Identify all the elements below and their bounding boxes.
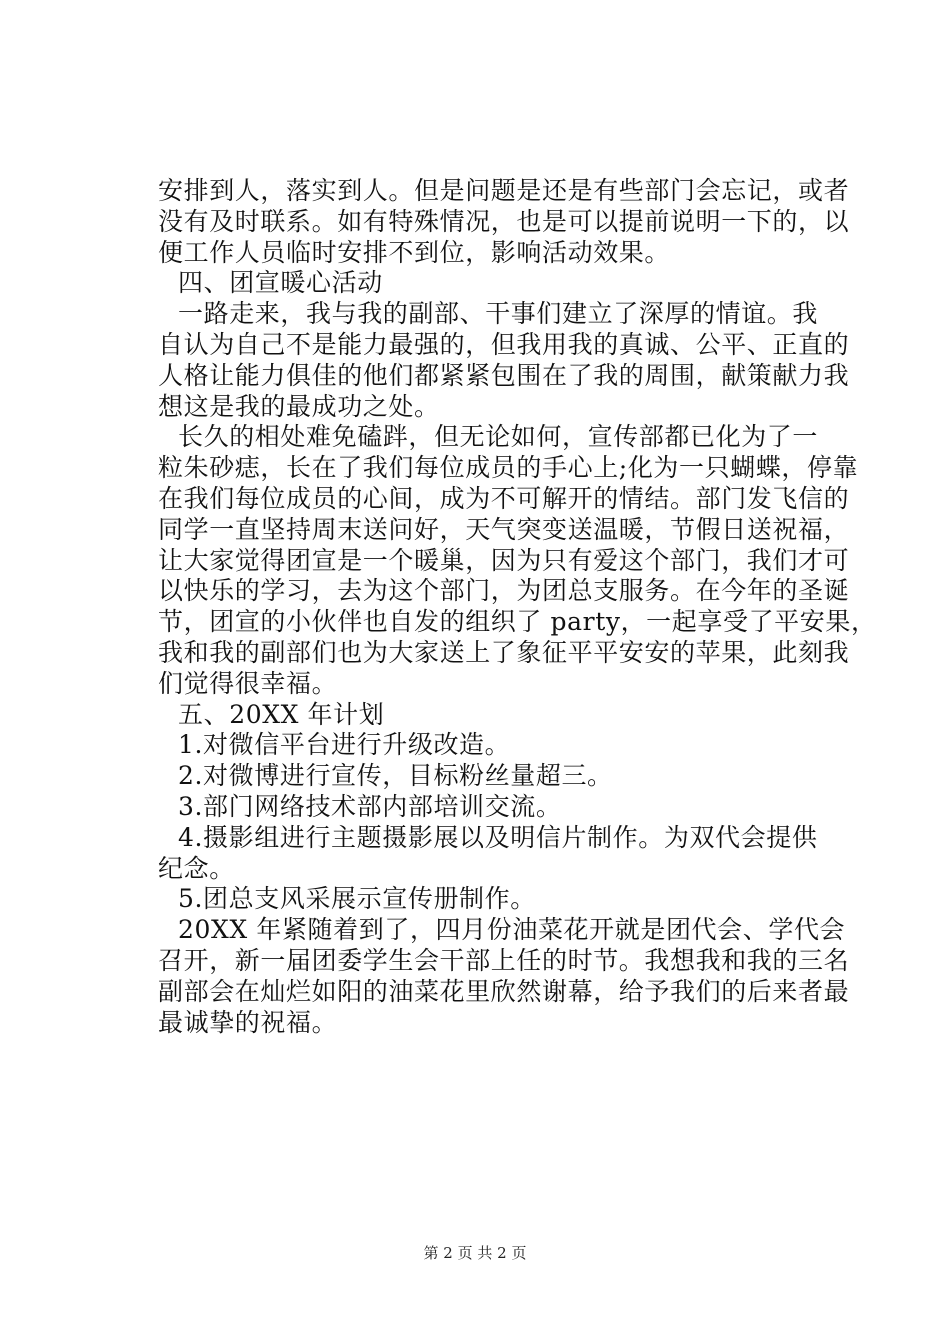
text-line: 四、团宣暖心活动: [178, 268, 383, 298]
text-line: 让大家觉得团宣是一个暖巢，因为只有爱这个部门，我们才可: [158, 545, 850, 575]
text-line: 最诚挚的祝福。: [158, 1007, 338, 1037]
text-line: 同学一直坚持周末送问好，天气突变送温暖，节假日送祝福，: [158, 514, 850, 544]
text-line: 以快乐的学习，去为这个部门，为团总支服务。在今年的圣诞: [158, 576, 850, 606]
text-line: 节，团宣的小伙伴也自发的组织了 party，一起享受了平安果，: [158, 607, 877, 637]
text-line: 4.摄影组进行主题摄影展以及明信片制作。为双代会提供: [178, 822, 818, 852]
text-line: 在我们每位成员的心间，成为不可解开的情结。部门发飞信的: [158, 483, 850, 513]
text-line: 1.对微信平台进行升级改造。: [178, 730, 511, 760]
text-line: 自认为自己不是能力最强的，但我用我的真诚、公平、正直的: [158, 329, 850, 359]
page-footer: 第 2 页 共 2 页: [423, 1244, 527, 1262]
text-line: 召开，新一届团委学生会干部上任的时节。我想我和我的三名: [158, 945, 850, 975]
text-line: 一路走来，我与我的副部、干事们建立了深厚的情谊。我: [178, 299, 819, 329]
text-line: 人格让能力俱佳的他们都紧紧包围在了我的周围，献策献力我: [158, 360, 850, 390]
text-line: 五、20XX 年计划: [178, 699, 385, 729]
text-line: 副部会在灿烂如阳的油菜花里欣然谢幕，给予我们的后来者最: [158, 976, 850, 1006]
text-line: 没有及时联系。如有特殊情况，也是可以提前说明一下的，以: [158, 206, 850, 236]
text-line: 想这是我的最成功之处。: [158, 391, 440, 421]
text-line: 20XX 年紧随着到了，四月份油菜花开就是团代会、学代会: [178, 915, 846, 945]
text-line: 安排到人，落实到人。但是问题是还是有些部门会忘记，或者: [158, 176, 850, 205]
document-body: [158, 176, 877, 1038]
text-line: 2.对微博进行宣传，目标粉丝量超三。: [178, 761, 613, 791]
text-line: 便工作人员临时安排不到位，影响活动效果。: [158, 237, 671, 267]
text-line: 5.团总支风采展示宣传册制作。: [178, 884, 536, 914]
text-line: 长久的相处难免磕跘，但无论如何，宣传部都已化为了一: [178, 422, 819, 452]
text-line: 3.部门网络技术部内部培训交流。: [178, 791, 562, 821]
text-line: 纪念。: [158, 853, 235, 883]
text-line: 们觉得很幸福。: [158, 668, 338, 698]
text-line: 粒朱砂痣，长在了我们每位成员的手心上;化为一只蝴蝶，停靠: [158, 453, 859, 483]
text-line: 我和我的副部们也为大家送上了象征平平安安的苹果，此刻我: [158, 637, 850, 667]
